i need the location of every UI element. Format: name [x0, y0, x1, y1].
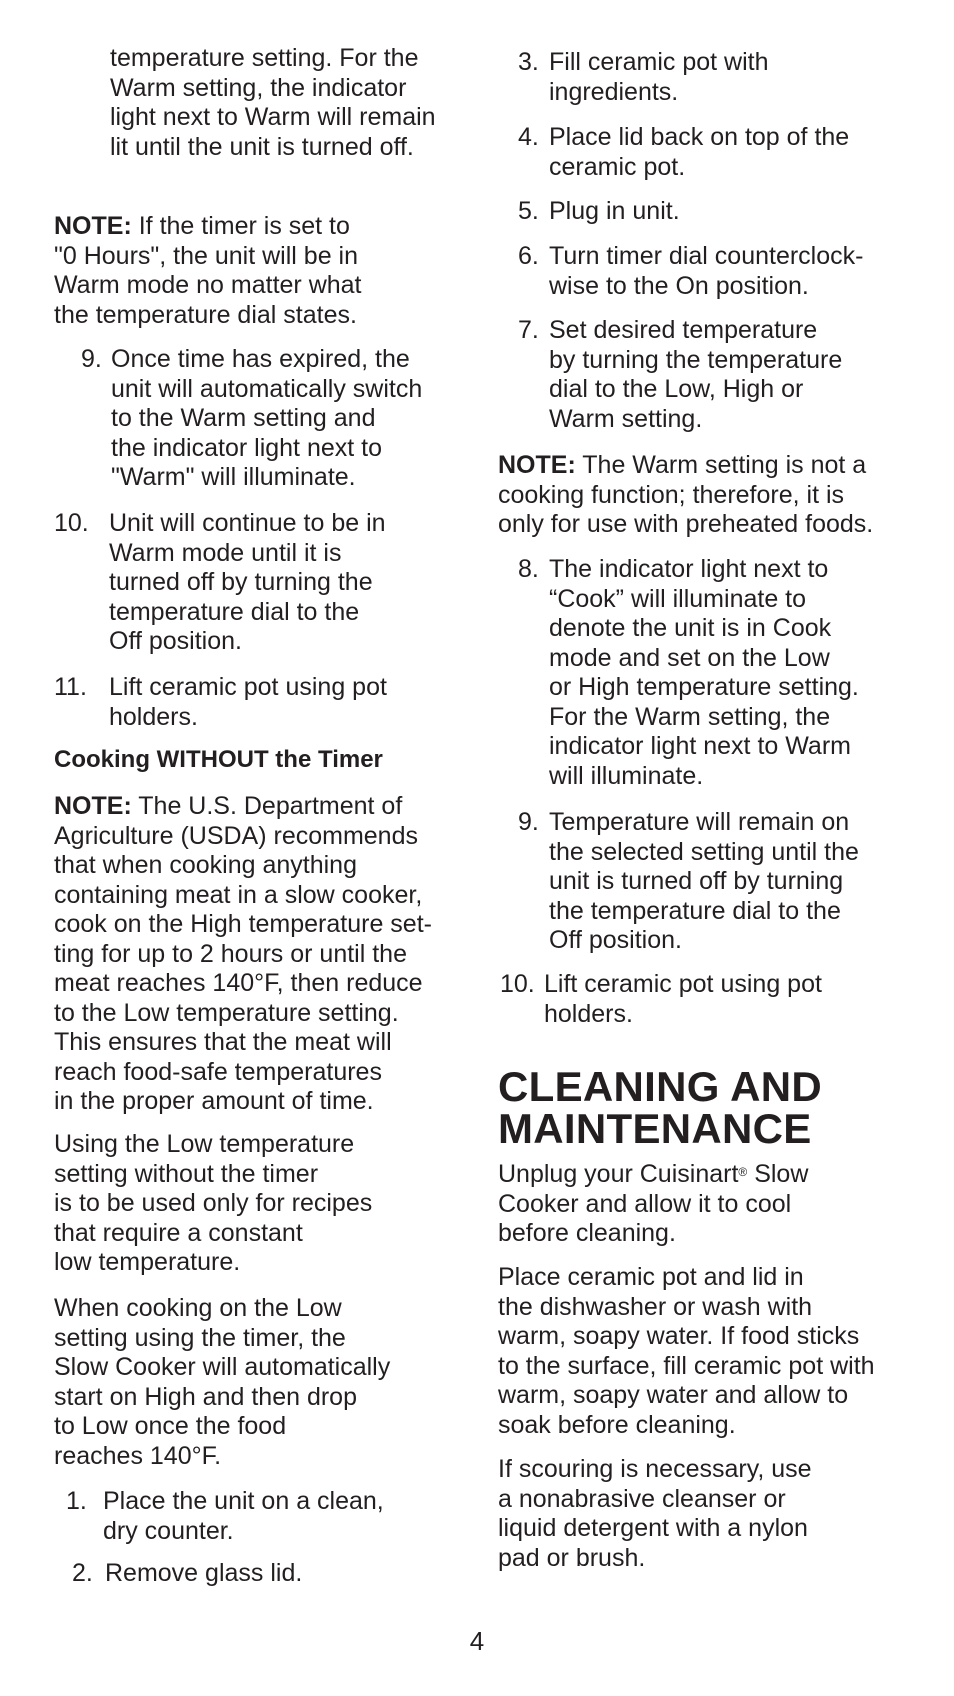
text-line: "Warm" will illuminate.: [111, 463, 356, 491]
text-line: The U.S. Department of: [131, 792, 403, 820]
text-line: Set desired temperature: [549, 316, 818, 344]
text-line: that require a constant: [54, 1218, 303, 1247]
registered-mark: ®: [738, 1165, 748, 1179]
note-warm-setting: [498, 451, 928, 540]
text-line: or High temperature setting.: [549, 673, 859, 701]
step-number: 9.: [518, 808, 539, 836]
step-9-right: [498, 808, 928, 956]
text-line: Temperature will remain on: [549, 808, 850, 836]
text-line: is to be used only for recipes: [54, 1189, 373, 1217]
text-line: Warm setting.: [549, 404, 703, 433]
paragraph-wash: [498, 1263, 928, 1440]
step-number: 4.: [518, 123, 539, 151]
text-line: ting for up to 2 hours or until the: [54, 939, 407, 968]
text-line: by turning the temperature: [549, 345, 843, 374]
text-line: Off position.: [549, 926, 682, 954]
text-line: For the Warm setting, the: [549, 702, 831, 731]
text-line: mode and set on the Low: [549, 643, 830, 672]
paragraph-low-setting: [54, 1130, 484, 1278]
step-7: [498, 316, 928, 434]
text-line: holders.: [109, 702, 198, 731]
text-line: This ensures that the meat will: [54, 1028, 392, 1056]
text-line: “Cook” will illuminate to: [549, 584, 807, 613]
text-line: holders.: [544, 999, 633, 1028]
text-line: to the Low temperature setting.: [54, 998, 399, 1027]
text-line: lit until the unit is turned off.: [110, 132, 414, 161]
text-line: temperature dial to the: [109, 597, 360, 626]
text-line: setting using the timer, the: [54, 1323, 346, 1352]
text-line: low temperature.: [54, 1248, 241, 1276]
text-line: the selected setting until the: [549, 837, 859, 866]
text-line: Place lid back on top of the: [549, 123, 850, 151]
text-line: soak before cleaning.: [498, 1410, 736, 1439]
text-line: indicator light next to Warm: [549, 732, 851, 760]
step-number: 8.: [518, 555, 539, 583]
text-line: wise to the On position.: [549, 271, 809, 300]
text-line: If the timer is set to: [131, 212, 350, 240]
step-11-left: [54, 673, 484, 732]
text-line: Slow Cooker will automatically: [54, 1353, 391, 1381]
text-line: in the proper amount of time.: [54, 1087, 374, 1115]
text-line: that when cooking anything: [54, 851, 357, 879]
text-line: reaches 140°F.: [54, 1441, 222, 1470]
note-timer-zero: [54, 212, 484, 330]
text-line: the dishwasher or wash with: [498, 1292, 813, 1321]
text-line: Warm mode until it is: [109, 538, 342, 567]
text-line: ceramic pot.: [549, 152, 686, 181]
text-line: a nonabrasive cleanser or: [498, 1484, 786, 1513]
text-line: The Warm setting is not a: [575, 451, 867, 479]
text-line: Warm mode no matter what: [54, 271, 362, 299]
text-line: Cooker and allow it to cool: [498, 1189, 792, 1218]
note-label: NOTE:: [54, 792, 132, 820]
step-number: 1.: [66, 1487, 87, 1515]
note-usda: [54, 792, 484, 1117]
text-line: Slow: [747, 1160, 809, 1188]
step-2: [54, 1559, 484, 1589]
step-5: [498, 197, 928, 227]
text-line: warm, soapy water and allow to: [498, 1381, 849, 1409]
text-line: cook on the High temperature set-: [54, 910, 432, 938]
text-line: Turn timer dial counterclock-: [549, 242, 864, 270]
text-line: cooking function; therefore, it is: [498, 480, 845, 509]
step-number: 3.: [518, 48, 539, 76]
step-3: [498, 48, 928, 107]
text-line: only for use with preheated foods.: [498, 510, 874, 538]
step-10-right: [498, 970, 928, 1029]
text-line: will illuminate.: [549, 761, 704, 790]
text-line: When cooking on the Low: [54, 1294, 342, 1322]
section-title-line: CLEANING AND: [498, 1063, 823, 1110]
text-line: Lift ceramic pot using pot: [544, 970, 822, 998]
text-line: warm, soapy water. If food sticks: [498, 1322, 860, 1350]
section-title-line: MAINTENANCE: [498, 1105, 812, 1152]
text-line: Lift ceramic pot using pot: [109, 673, 387, 701]
text-line: temperature setting. For the: [110, 44, 419, 72]
text-line: ingredients.: [549, 77, 679, 106]
note-label: NOTE:: [498, 451, 576, 479]
continued-step-text: [110, 44, 540, 162]
step-number: 10.: [500, 970, 535, 998]
text-line: start on High and then drop: [54, 1382, 357, 1411]
text-line: Once time has expired, the: [111, 345, 410, 373]
step-8: [498, 555, 928, 791]
text-line: before cleaning.: [498, 1219, 676, 1247]
text-line: to the Warm setting and: [111, 404, 376, 432]
step-number: 10.: [54, 509, 89, 537]
note-label: NOTE:: [54, 212, 132, 240]
section-title-cleaning-maintenance: [498, 1063, 928, 1152]
text-line: If scouring is necessary, use: [498, 1455, 812, 1483]
text-line: Plug in unit.: [549, 197, 680, 225]
text-line: the temperature dial to the: [549, 896, 841, 925]
text-line: dry counter.: [103, 1516, 234, 1545]
text-line: setting without the timer: [54, 1159, 319, 1188]
text-line: light next to Warm will remain: [110, 103, 436, 131]
text-line: Fill ceramic pot with: [549, 48, 769, 76]
text-line: the indicator light next to: [111, 433, 382, 462]
text-line: reach food-safe temperatures: [54, 1057, 382, 1086]
text-line: to Low once the food: [54, 1412, 287, 1440]
text-line: dial to the Low, High or: [549, 375, 804, 403]
step-number: 7.: [518, 316, 539, 344]
step-10-left: [54, 509, 484, 657]
text-line: Remove glass lid.: [105, 1559, 303, 1587]
text-line: unit is turned off by turning: [549, 867, 844, 895]
page-number: 4: [469, 1626, 485, 1656]
text-line: pad or brush.: [498, 1543, 646, 1572]
step-1: [54, 1487, 484, 1546]
text-line: turned off by turning the: [109, 568, 373, 596]
text-line: denote the unit is in Cook: [549, 614, 832, 642]
text-line: to the surface, fill ceramic pot with: [498, 1351, 875, 1380]
text-line: the temperature dial states.: [54, 300, 357, 329]
text-line: Using the Low temperature: [54, 1130, 355, 1158]
text-line: liquid detergent with a nylon: [498, 1514, 808, 1542]
text-line: Warm setting, the indicator: [110, 73, 407, 102]
step-number: 6.: [518, 242, 539, 270]
paragraph-scouring: [498, 1455, 928, 1573]
step-number: 9.: [81, 345, 102, 373]
text-line: Unit will continue to be in: [109, 509, 386, 537]
text-line: Unplug your Cuisinart: [498, 1160, 739, 1188]
step-9-left: [54, 345, 484, 493]
step-number: 5.: [518, 197, 539, 225]
text-line: "0 Hours", the unit will be in: [54, 241, 359, 270]
step-number: 2.: [72, 1559, 93, 1587]
step-6: [498, 242, 928, 301]
step-4: [498, 123, 928, 182]
paragraph-low-with-timer: [54, 1294, 484, 1471]
text-line: containing meat in a slow cooker,: [54, 880, 423, 909]
text-line: Place ceramic pot and lid in: [498, 1263, 804, 1291]
text-line: Place the unit on a clean,: [103, 1487, 384, 1515]
text-line: The indicator light next to: [549, 555, 829, 583]
subheading-cooking-without-timer: Cooking WITHOUT the Timer: [54, 746, 383, 773]
text-line: unit will automatically switch: [111, 374, 423, 403]
text-line: meat reaches 140°F, then reduce: [54, 969, 423, 997]
step-number: 11.: [54, 673, 87, 701]
text-line: Agriculture (USDA) recommends: [54, 821, 418, 850]
paragraph-unplug: [498, 1160, 928, 1249]
text-line: Off position.: [109, 627, 242, 655]
